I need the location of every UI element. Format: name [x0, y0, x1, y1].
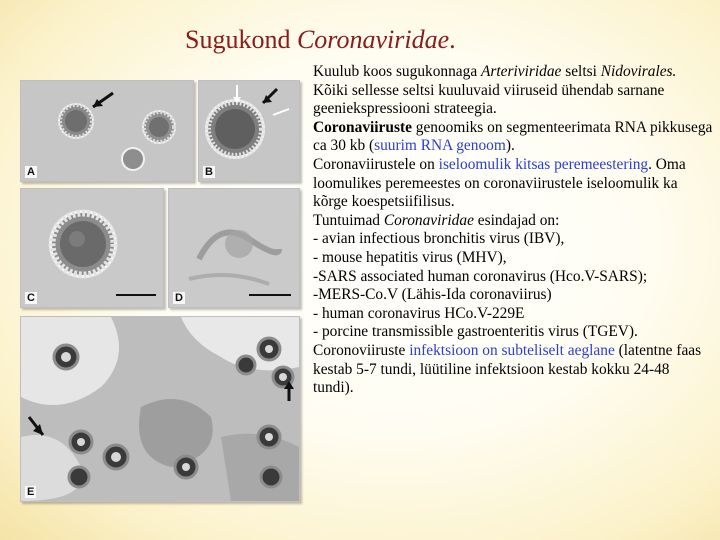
- paragraph-genome: [313, 119, 713, 156]
- taxon-name: Arteriviridae: [481, 63, 562, 80]
- text-run: Tuntuimad: [313, 211, 384, 229]
- panel-c-image: [21, 189, 163, 307]
- text-run: (latentne faas kestab 5-7 tundi, lüütiline infektsioon kestab kokku 24-48 tundi).: [313, 341, 702, 397]
- list-item: - porcine transmissible gastroenteritis virus (TGEV).: [313, 323, 638, 341]
- panel-a-label: A: [27, 166, 35, 178]
- micrograph-panel-c: [20, 188, 164, 308]
- title-prefix: Sugukond: [185, 25, 291, 54]
- text-run: . Oma loomulikes peremeestes on coronaviirustele iseloomulik ka kõrge koespetsiifilisus.: [313, 155, 686, 211]
- micrograph-panel-e: [20, 316, 300, 502]
- title-suffix: .: [449, 25, 456, 54]
- title-taxon: Coronaviridae: [296, 25, 450, 54]
- text-run: genoomiks on segmenteerimata RNA pikkusega ca 30 kb (: [313, 118, 713, 155]
- paragraph-classification: [313, 63, 713, 119]
- paragraph-host-range: [313, 156, 713, 212]
- text-run: Coronaviirustele on: [313, 155, 439, 173]
- taxon-name: Coronaviridae: [383, 211, 474, 229]
- micrograph-figure: [0, 0, 305, 540]
- micrograph-panel-a: [20, 80, 194, 182]
- panel-c-label: C: [27, 292, 35, 304]
- highlight-text: suurim RNA genoom: [374, 137, 506, 155]
- list-item: -MERS-Co.V (Lähis-Ida coronaviirus): [313, 286, 552, 304]
- highlight-text: iseloomulik kitsas peremeestering: [438, 155, 649, 173]
- bold-term: Coronaviiruste: [313, 118, 412, 136]
- text-run: seltsi: [561, 63, 601, 80]
- panel-e-label: E: [27, 486, 35, 498]
- panel-d-label: D: [175, 292, 183, 304]
- panel-e-image: [21, 317, 299, 501]
- text-run: Coronoviiruste: [313, 341, 410, 359]
- paragraph-infection: [313, 342, 713, 398]
- micrograph-panel-b: [198, 80, 300, 182]
- micrograph-panel-d: [168, 188, 300, 308]
- list-item: - mouse hepatitis virus (MHV),: [313, 248, 507, 266]
- list-item: - avian infectious bronchitis virus (IBV),: [313, 230, 565, 248]
- list-item: - human coronavirus HCo.V-229E: [313, 304, 525, 322]
- body-text: [313, 63, 713, 398]
- text-run: esindajad on:: [473, 211, 560, 229]
- text-run: ).: [505, 137, 515, 155]
- text-run: Kõiki sellesse seltsi kuuluvaid viiruseid ühendab sarnane geeniekspressiooni strateegia.: [313, 81, 665, 118]
- text-run: Kuulub koos sugukonnaga: [313, 63, 482, 80]
- panel-a-image: [21, 81, 193, 181]
- panel-d-image: [169, 189, 299, 307]
- panel-b-label: B: [205, 166, 213, 178]
- paragraph-representatives: [313, 212, 713, 231]
- highlight-text: infektsioon on subteliselt aeglane: [409, 341, 615, 359]
- list-item: -SARS associated human coronavirus (Hco.V-SARS);: [313, 267, 648, 285]
- taxon-name: Nidovirales.: [600, 63, 677, 80]
